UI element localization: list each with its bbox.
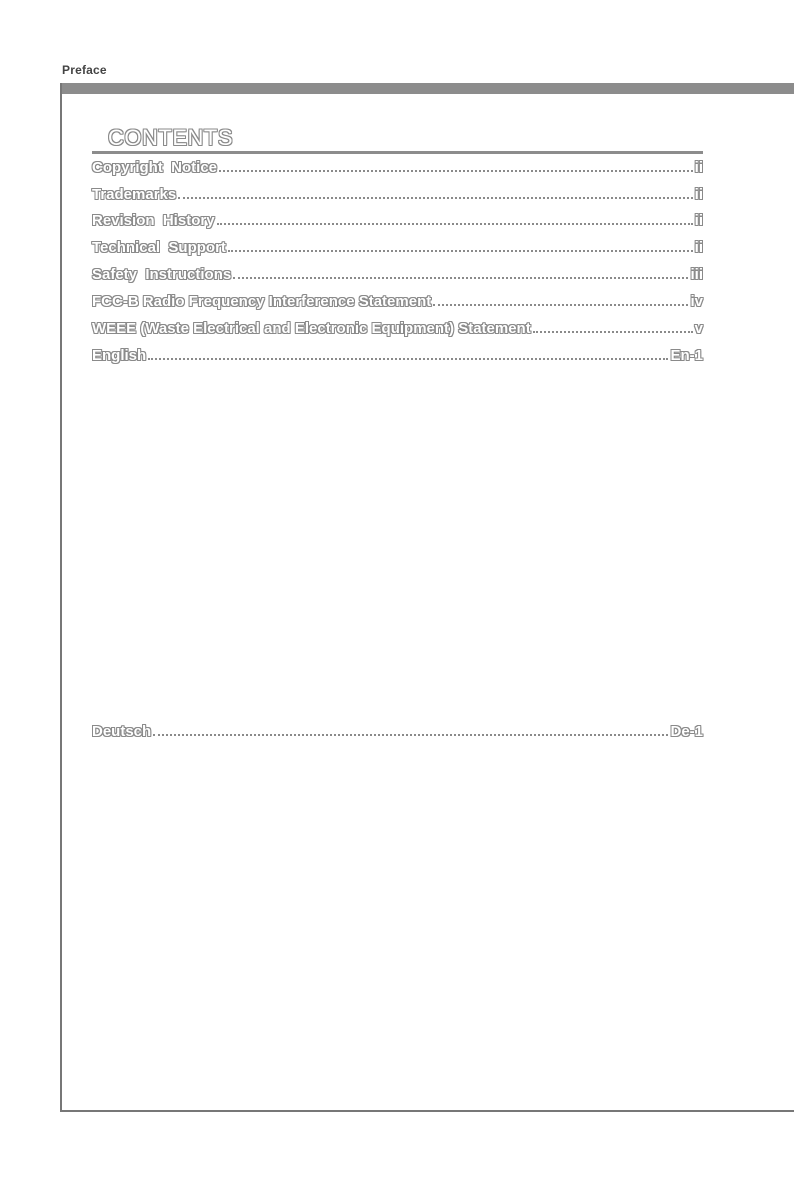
contents-title: CONTENTS	[108, 125, 233, 150]
toc-entry-trademarks[interactable]	[92, 186, 703, 206]
toc-entry-copyright-notice[interactable]	[92, 159, 703, 179]
toc-entry-safety-instructions[interactable]	[92, 266, 703, 286]
toc-leader	[148, 358, 668, 360]
toc-entry-page: iv	[690, 293, 703, 310]
page-frame	[60, 83, 794, 1112]
running-header: Preface	[62, 63, 107, 77]
toc-entry-page: ii	[694, 186, 703, 203]
toc-leader	[228, 250, 693, 252]
toc-entry-weee-statement[interactable]	[92, 320, 703, 340]
toc-entry-label: Deutsch	[92, 723, 152, 740]
toc-leader	[219, 170, 693, 172]
toc-leader	[178, 197, 692, 199]
toc-entry-fcc-statement[interactable]	[92, 293, 703, 313]
title-rule	[92, 151, 703, 154]
toc-entry-english[interactable]	[92, 347, 703, 367]
toc-leader	[153, 734, 668, 736]
toc-leader	[233, 277, 688, 279]
toc-entry-page: ii	[694, 159, 703, 176]
toc-entry-label: WEEE (Waste Electrical and Electronic Equipment) Statement	[92, 320, 531, 337]
toc-entry-page: v	[694, 320, 703, 337]
toc-entry-page: ii	[694, 239, 703, 256]
toc-leader	[217, 223, 693, 225]
toc-entry-page: En-1	[670, 347, 703, 364]
toc-entry-page: iii	[690, 266, 703, 283]
toc-entry-revision-history[interactable]	[92, 212, 703, 232]
toc-leader	[533, 331, 693, 333]
toc-entry-label: Revision History	[92, 212, 215, 229]
toc-leader	[433, 304, 688, 306]
toc-entry-label: English	[92, 347, 147, 364]
toc-entry-label: Trademarks	[92, 186, 177, 203]
toc-entry-label: Copyright Notice	[92, 159, 218, 176]
toc-entry-label: Technical Support	[92, 239, 226, 256]
toc-entry-technical-support[interactable]	[92, 239, 703, 259]
toc-entry-page: De-1	[670, 723, 703, 740]
toc-entry-deutsch[interactable]	[92, 723, 703, 743]
toc-entry-label: FCC-B Radio Frequency Interference Statement	[92, 293, 432, 310]
toc-entry-page: ii	[694, 212, 703, 229]
toc-entry-label: Safety Instructions	[92, 266, 232, 283]
header-bar	[62, 83, 794, 94]
